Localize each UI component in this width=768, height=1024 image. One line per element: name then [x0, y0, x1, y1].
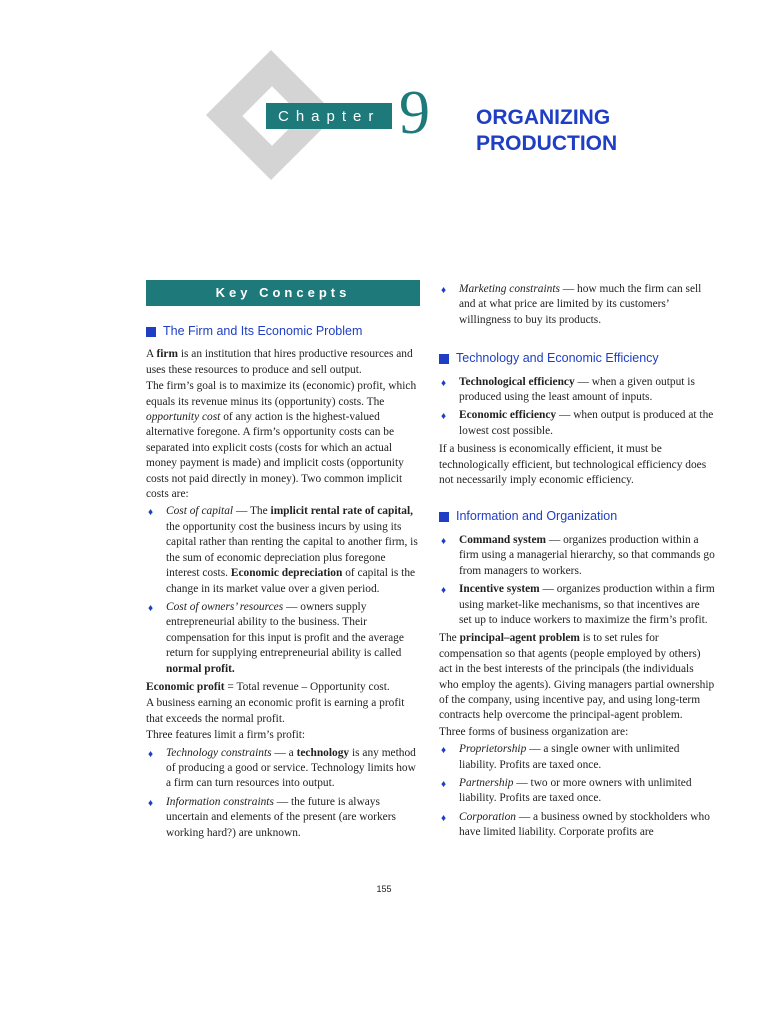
diamond-bullet-icon: ♦	[148, 602, 154, 614]
chapter-title-line2: PRODUCTION	[476, 132, 618, 155]
section-heading-text: Information and Organization	[456, 509, 618, 524]
square-bullet-icon	[146, 327, 156, 337]
list-item: ♦ Corporation — a business owned by stockholders who have limited liability. Corporate profits are	[439, 810, 715, 841]
chapter-title	[476, 105, 617, 157]
section-heading-text: The Firm and Its Economic Problem	[163, 324, 363, 338]
diamond-bullet-icon: ♦	[148, 507, 154, 519]
list-item: ♦ Cost of capital — The implicit rental rate of capital, the opportunity cost the business incurs by using its capital rather than renting the capital to another firm, is the sum of economic depreciation plus foregone interest costs. Economic depreciation of capital is the change in its market value over a given period.	[146, 504, 420, 596]
paragraph: Three features limit a firm’s profit:	[146, 729, 306, 742]
page-number: 155	[376, 884, 392, 894]
section-heading-information	[439, 509, 715, 524]
list-item: ♦ Command system — organizes production within a firm using a managerial hierarchy, so that commands go from managers to workers.	[439, 533, 715, 579]
square-bullet-icon	[439, 354, 449, 364]
paragraph: Economic profit = Total revenue – Opportunity cost.	[146, 680, 390, 693]
left-column	[146, 280, 420, 844]
list-item: ♦ Technology constraints — a technology is any method of producing a good or service. Technology limits how a firm can turn resources into output.	[146, 746, 420, 792]
paragraph: The principal–agent problem is to set rules for compensation so that agents (people employed by others) act in the best interests of the principals (the individuals who employ the agents). Giving managers partial ownership of the company, using incentive pay, and using long-term contracts help overcome the principal-agent problem.	[439, 632, 715, 722]
list-item: ♦ Information constraints — the future is always uncertain and elements of the present (are workers working hard?) are unknown.	[146, 795, 420, 841]
diamond-bullet-icon: ♦	[441, 778, 447, 790]
list-item: ♦ Marketing constraints — how much the firm can sell and at what price are limited by its customers’ willingness to buy its products.	[439, 282, 715, 328]
section-heading-efficiency	[439, 351, 715, 366]
chapter-number: 9	[399, 79, 430, 147]
list-item: ♦ Technological efficiency — when a given output is produced using the least amount of inputs.	[439, 375, 715, 406]
diamond-bullet-icon: ♦	[441, 535, 447, 547]
list-item: ♦ Cost of owners’ resources — owners supply entrepreneurial ability to the business. Their compensation for this input is profit and the average return for supplying entrepreneurial ability is called normal profit.	[146, 600, 420, 677]
diamond-bullet-icon: ♦	[441, 585, 447, 597]
diamond-bullet-icon: ♦	[441, 285, 447, 296]
square-bullet-icon	[439, 512, 449, 522]
right-column	[439, 280, 715, 844]
list-item: ♦ Economic efficiency — when output is produced at the lowest cost possible.	[439, 408, 715, 439]
list-item: ♦ Incentive system — organizes production within a firm using market-like mechanisms, so that incentives are set up to induce workers to maximize the firm’s profit.	[439, 582, 715, 628]
diamond-bullet-icon: ♦	[441, 411, 447, 423]
section-heading-firm	[146, 324, 420, 339]
chapter-title-line1: ORGANIZING	[476, 106, 611, 129]
chapter-label: Chapter	[266, 103, 392, 129]
paragraph: Three forms of business organization are:	[439, 725, 629, 738]
paragraph: The firm’s goal is to maximize its (economic) profit, which equals its revenue minus its (opportunity) costs. The opportunity cost of any action is the highest-valued alternative foregone. A firm’s opportunity costs can be separated into explicit costs (costs for which an actual money payment is made) and implicit costs (opportunity costs not paid directly in money). Two common implicit costs are:	[146, 380, 417, 501]
key-concepts-banner: Key Concepts	[146, 280, 420, 306]
section-heading-text: Technology and Economic Efficiency	[456, 351, 659, 366]
diamond-bullet-icon: ♦	[441, 377, 447, 389]
list-item: ♦ Partnership — two or more owners with unlimited liability. Profits are taxed once.	[439, 776, 715, 807]
diamond-bullet-icon: ♦	[441, 812, 447, 824]
diamond-bullet-icon: ♦	[441, 745, 447, 757]
paragraph: If a business is economically efficient, it must be technologically efficient, but technological efficiency does not necessarily imply economic efficiency.	[439, 443, 707, 487]
diamond-bullet-icon: ♦	[148, 797, 154, 809]
paragraph: A business earning an economic profit is earning a profit that exceeds the normal profit.	[146, 697, 405, 725]
paragraph: A firm is an institution that hires productive resources and uses these resources to produce and sell output.	[146, 348, 413, 376]
list-item: ♦ Proprietorship — a single owner with unlimited liability. Profits are taxed once.	[439, 742, 715, 773]
diamond-bullet-icon: ♦	[148, 748, 154, 760]
